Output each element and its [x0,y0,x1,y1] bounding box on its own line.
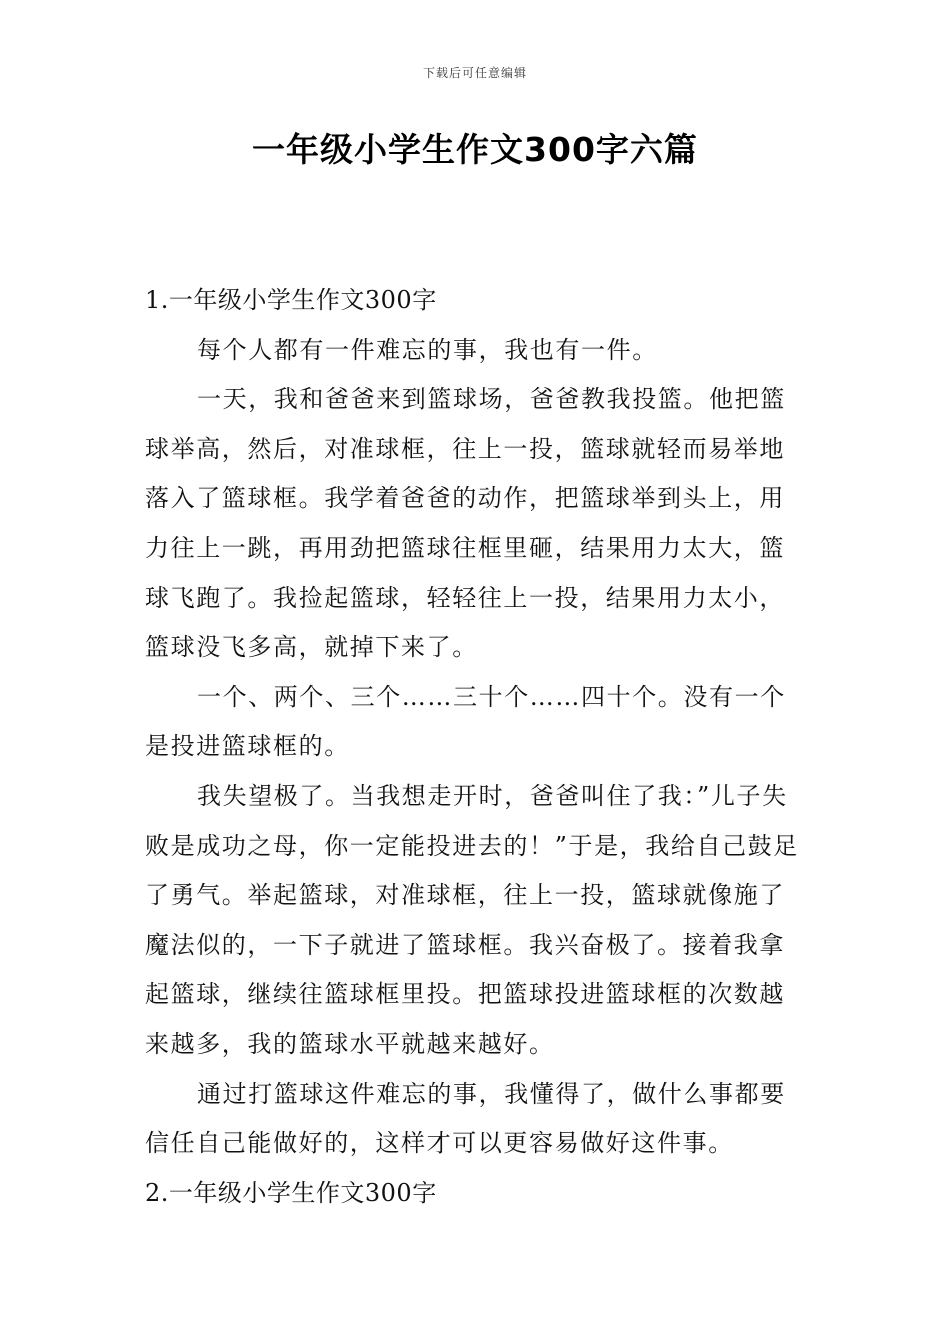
paragraph: 通过打篮球这件难忘的事，我懂得了，做什么事都要信任自己能做好的，这样才可以更容易做好这件事。 [145,1079,786,1158]
paragraph: 一个、两个、三个……三十个……四十个。没有一个是投进篮球框的。 [145,682,786,761]
document-body [145,276,807,1218]
paragraph: 一天，我和爸爸来到篮球场，爸爸教我投篮。他把篮球举高，然后，对准球框，往上一投，篮球就轻而易举地落入了篮球框。我学着爸爸的动作，把篮球举到头上，用力往上一跳，再用劲把篮球往框里砸，结果用力太大，篮球飞跑了。我捡起篮球，轻轻往上一投，结果用力太小，篮球没飞多高，就掉下来了。 [145,385,786,662]
paragraph: 每个人都有一件难忘的事，我也有一件。 [197,335,658,364]
document-title: 一年级小学生作文300字六篇 [252,130,698,169]
section-heading-1: 1.一年级小学生作文300字 [145,286,437,314]
header-note: 下载后可任意编辑 [422,66,527,80]
paragraph: 我失望极了。当我想走开时，爸爸叫住了我：”儿子失败是成功之母，你一定能投进去的！”于是，我给自己鼓足了勇气。举起篮球，对准球框，往上一投，篮球就像施了魔法似的，一下子就进了篮球框。我兴奋极了。接着我拿起篮球，继续往篮球框里投。把篮球投进篮球框的次数越来越多，我的篮球水平就越来越好。 [145,781,799,1058]
section-heading-2: 2.一年级小学生作文300字 [145,1178,437,1207]
